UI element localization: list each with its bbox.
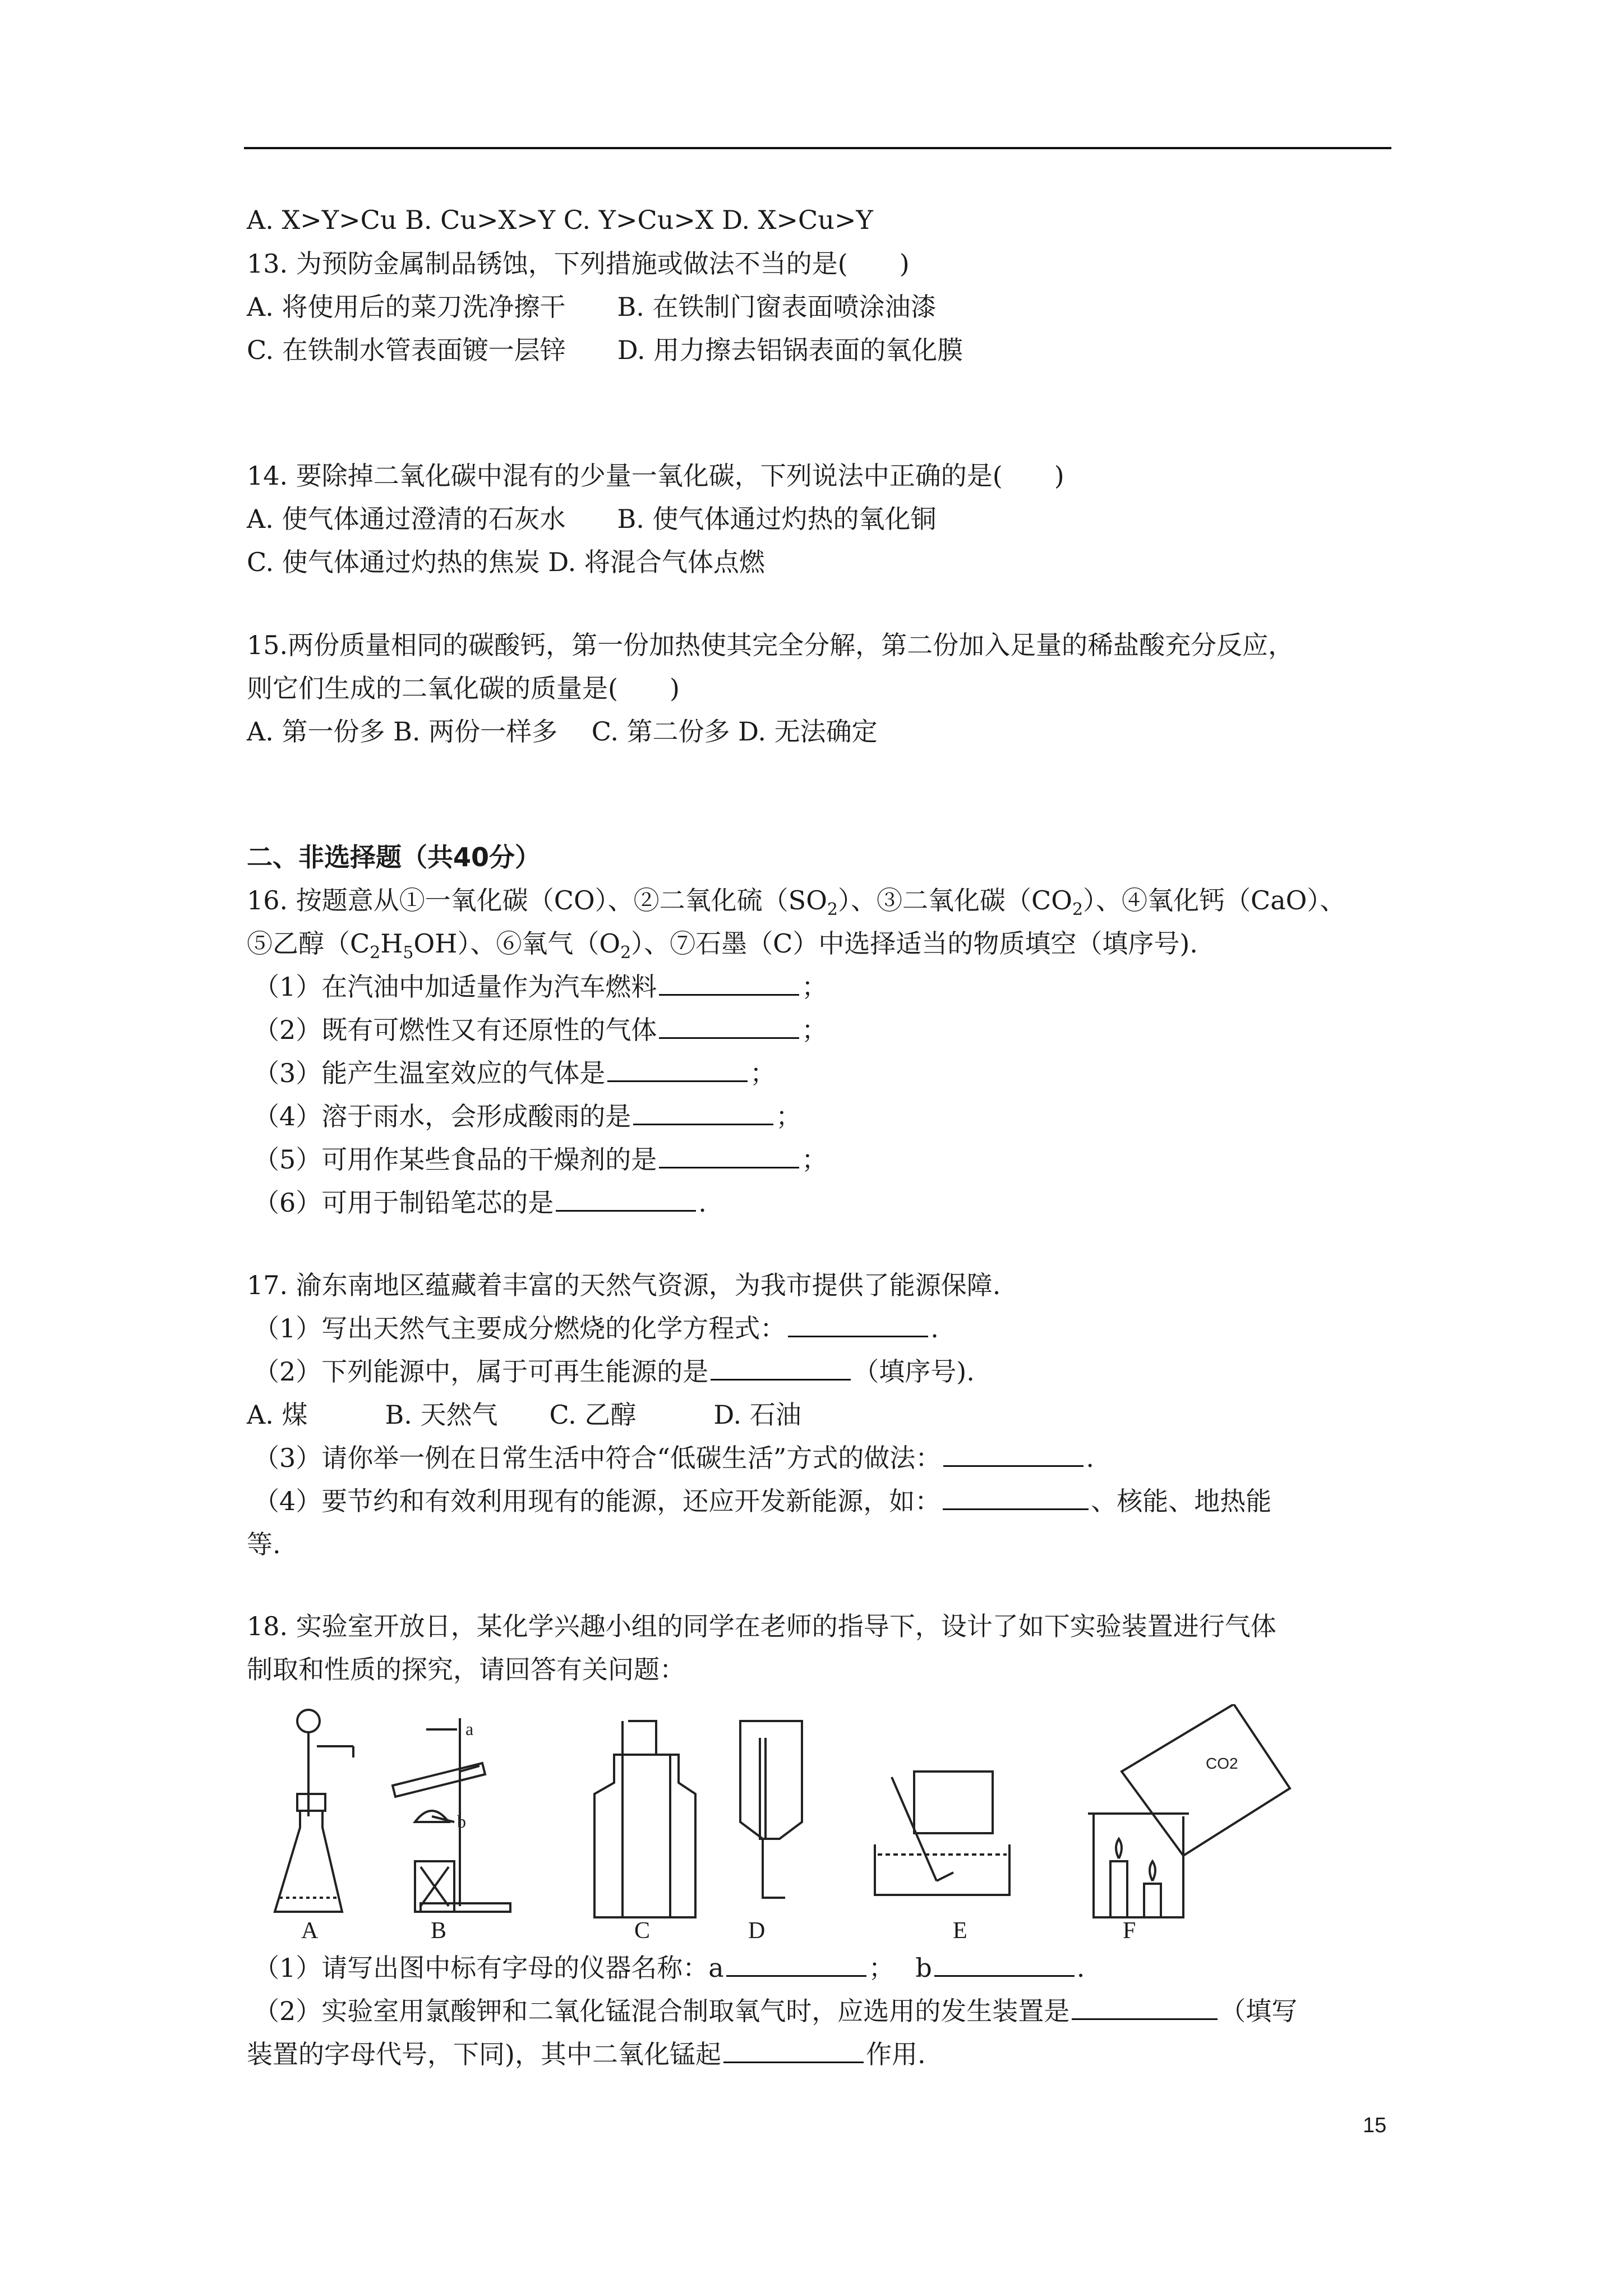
answer-blank[interactable] — [633, 1101, 773, 1125]
answer-blank[interactable] — [711, 1356, 851, 1381]
q14-options-cd: C. 使气体通过灼热的焦炭 D. 将混合气体点燃 — [247, 547, 765, 577]
answer-blank[interactable] — [659, 972, 799, 996]
apparatus-d — [740, 1721, 802, 1898]
apparatus-e — [875, 1772, 1009, 1895]
answer-blank[interactable] — [556, 1188, 696, 1212]
q17-stem: 17. 渝东南地区蕴藏着丰富的天然气资源，为我市提供了能源保障. — [247, 1270, 1001, 1300]
figure-label-e: E — [953, 1918, 967, 1944]
apparatus-b — [393, 1718, 510, 1912]
q18-item-1: （1）请写出图中标有字母的仪器名称：a ； b . — [253, 1953, 1085, 1983]
mark-a-label: a — [465, 1719, 474, 1739]
q16-item-2: （2）既有可燃性又有还原性的气体 ； — [253, 1015, 828, 1045]
q17-options: A. 煤 B. 天然气 C. 乙醇 D. 石油 — [247, 1400, 801, 1430]
answer-blank[interactable] — [1072, 1996, 1218, 2020]
q12-options: A. X>Y>Cu B. Cu>X>Y C. Y>Cu>X D. X>Cu>Y — [247, 205, 873, 235]
q13-options-ab: A. 将使用后的菜刀洗净擦干 B. 在铁制门窗表面喷涂油漆 — [247, 292, 937, 322]
figure-label-b: B — [431, 1918, 447, 1944]
q17-item-3: （3）请你举一例在日常生活中符合“低碳生活”方式的做法： . — [253, 1443, 1094, 1473]
q13-stem: 13. 为预防金属制品锈蚀，下列措施或做法不当的是( ) — [247, 249, 910, 279]
section-heading: 二、非选择题（共40分） — [247, 842, 541, 872]
q15-stem-line1: 15.两份质量相同的碳酸钙，第一份加热使其完全分解，第二份加入足量的稀盐酸充分反应， — [247, 630, 1294, 660]
apparatus-a — [275, 1710, 353, 1912]
q16-item-6: （6）可用于制铅笔芯的是 . — [253, 1188, 707, 1218]
page-number: 15 — [1363, 2114, 1387, 2137]
q14-stem: 14. 要除掉二氧化碳中混有的少量一氧化碳，下列说法中正确的是( ) — [247, 461, 1064, 491]
q16-stem-line1: 16. 按题意从①一氧化碳（CO）、②二氧化硫$(SO_2)$、③二氧化碳$(CO_2)$、④氧化钙（CaO）、 — [247, 885, 1346, 920]
answer-blank[interactable] — [607, 1058, 748, 1082]
q18-stem-line2: 制取和性质的探究，请回答有关问题： — [247, 1654, 685, 1685]
apparatus-f — [1088, 1704, 1290, 1917]
answer-blank[interactable] — [788, 1313, 928, 1337]
q16-item-5: （5）可用作某些食品的干燥剂的是 ； — [253, 1144, 828, 1175]
q16-item-3: （3）能产生温室效应的气体是 ； — [253, 1058, 776, 1088]
q16-item-4: （4）溶于雨水，会形成酸雨的是 ； — [253, 1101, 802, 1131]
q18-stem-line1: 18. 实验室开放日，某化学兴趣小组的同学在老师的指导下，设计了如下实验装置进行气体 — [247, 1611, 1276, 1641]
answer-blank[interactable] — [934, 1953, 1075, 1977]
answer-blank[interactable] — [659, 1015, 799, 1039]
q18-item-2-cont: 装置的字母代号，下同)，其中二氧化锰起 作用. — [247, 2039, 926, 2069]
answer-blank[interactable] — [943, 1486, 1089, 1510]
figure-label-f: F — [1123, 1918, 1136, 1944]
answer-blank[interactable] — [943, 1443, 1083, 1467]
co2-label: CO2 — [1206, 1755, 1238, 1772]
q15-stem-line2: 则它们生成的二氧化碳的质量是( ) — [247, 673, 680, 703]
q17-item-2: （2）下列能源中，属于可再生能源的是 （填序号). — [253, 1356, 975, 1387]
q16-stem-line2: ⑤乙醇$(C_2H_5OH)$、⑥氧气$(O_2)$、⑦石墨（C）中选择适当的物质填空（填序号). — [247, 928, 1198, 963]
answer-blank[interactable] — [726, 1953, 866, 1977]
apparatus-figure — [264, 1704, 1363, 1929]
q14-options-ab: A. 使气体通过澄清的石灰水 B. 使气体通过灼热的氧化铜 — [247, 504, 937, 534]
q18-item-2: （2）实验室用氯酸钾和二氧化锰混合制取氧气时，应选用的发生装置是 （填写 — [253, 1996, 1298, 2026]
figure-label-c: C — [634, 1918, 651, 1944]
q15-options: A. 第一份多 B. 两份一样多 C. 第二份多 D. 无法确定 — [247, 716, 878, 747]
header-rule — [244, 147, 1391, 149]
apparatus-c — [594, 1721, 695, 1917]
q17-item-1: （1）写出天然气主要成分燃烧的化学方程式： . — [253, 1313, 939, 1343]
figure-label-a: A — [301, 1918, 319, 1944]
answer-blank[interactable] — [659, 1144, 799, 1168]
mark-b-label: b — [457, 1811, 466, 1832]
q17-item-4-cont: 等. — [247, 1529, 281, 1559]
figure-label-d: D — [748, 1918, 766, 1944]
q13-options-cd: C. 在铁制水管表面镀一层锌 D. 用力擦去铝锅表面的氧化膜 — [247, 335, 963, 365]
answer-blank[interactable] — [723, 2039, 864, 2063]
q17-item-4: （4）要节约和有效利用现有的能源，还应开发新能源，如： 、核能、地热能 — [253, 1486, 1272, 1516]
q16-item-1: （1）在汽油中加适量作为汽车燃料 ； — [253, 972, 828, 1002]
